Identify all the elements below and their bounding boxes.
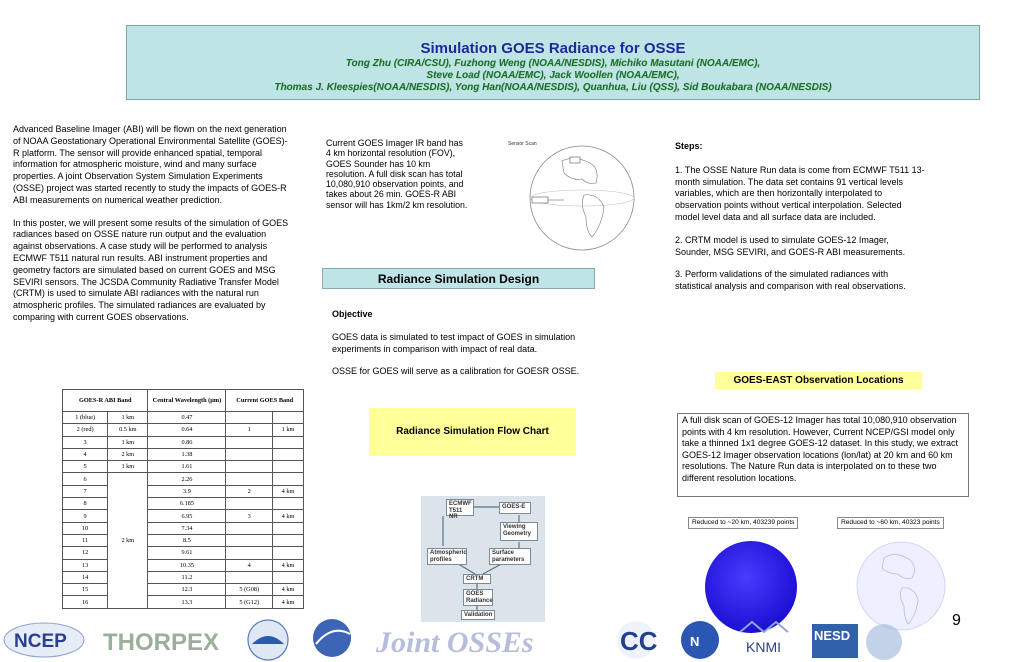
table-cell-band: 12: [63, 547, 108, 559]
table-cell-band: 2 (red): [63, 424, 108, 436]
label-60km: Reduced to ~60 km, 40323 points: [837, 517, 944, 529]
poster-header: [126, 25, 980, 100]
table-cell-wavelength: 0.86: [148, 436, 226, 448]
table-cell-goes-band: [226, 571, 273, 583]
table-cell-wavelength: 10.35: [148, 559, 226, 571]
table-cell-band: 16: [63, 596, 108, 608]
knmi-logo: [740, 622, 788, 655]
flow-validation: Validation: [461, 610, 495, 620]
objective-heading: Objective: [332, 309, 373, 319]
table-cell-goes-resolution: [273, 522, 304, 534]
table-cell-resolution-merged: 2 km: [108, 473, 148, 608]
table-row: [63, 461, 304, 473]
table-cell-goes-band: [226, 522, 273, 534]
table-row: [63, 498, 304, 510]
table-cell-wavelength: 9.61: [148, 547, 226, 559]
flow-chart-label: Radiance Simulation Flow Chart: [369, 408, 576, 456]
table-cell-resolution: 1 km: [108, 461, 148, 473]
table-cell-wavelength: 0.47: [148, 412, 226, 424]
table-cell-goes-band: [226, 412, 273, 424]
table-row: [63, 510, 304, 522]
flow-goes-e: GOES-E: [499, 502, 531, 514]
table-cell-resolution: 2 km: [108, 448, 148, 460]
table-cell-goes-resolution: [273, 498, 304, 510]
table-cell-goes-band: [226, 473, 273, 485]
sensor-scan-diagram: [502, 133, 654, 251]
flow-surface-parameters: Surface parameters: [489, 548, 531, 565]
table-cell-band: 15: [63, 584, 108, 596]
table-cell-goes-band: [226, 498, 273, 510]
table-cell-goes-band: [226, 436, 273, 448]
table-cell-goes-band: 5 (G12): [226, 596, 273, 608]
table-row: [63, 522, 304, 534]
table-row: [63, 534, 304, 546]
abi-band-table: [62, 389, 304, 609]
table-row: [63, 584, 304, 596]
table-cell-goes-band: [226, 534, 273, 546]
table-cell-band: 9: [63, 510, 108, 522]
table-cell-resolution: 1 km: [108, 436, 148, 448]
steps-section: [675, 141, 927, 304]
table-header-goes: Current GOES Band: [226, 390, 304, 412]
label-20km: Reduced to ~20 km, 403239 points: [688, 517, 798, 529]
table-cell-wavelength: 12.3: [148, 584, 226, 596]
intro-text: [13, 124, 289, 335]
radiance-flow-chart: [421, 496, 545, 622]
page-number: 9: [952, 612, 961, 629]
table-cell-goes-resolution: [273, 534, 304, 546]
thorpex-text: THORPEX: [103, 629, 220, 656]
noaa-logo: [248, 620, 288, 660]
table-cell-goes-band: 5 (G08): [226, 584, 273, 596]
step-1: 1. The OSSE Nature Run data is come from ECMWF T511 13-month simulation. The data set contains 91 vertical levels variables, which are then horizontally interpolated to observation points without vertical interpolation. Selected model level data and all surface data are included.: [675, 164, 925, 222]
svg-text:CC: CC: [620, 626, 658, 656]
table-cell-wavelength: 13.3: [148, 596, 226, 608]
poster-title: Simulation GOES Radiance for OSSE: [420, 40, 686, 57]
knmi-text: KNMI: [746, 639, 781, 655]
radiance-simulation-design-title: Radiance Simulation Design: [322, 268, 595, 289]
table-cell-wavelength: 3.9: [148, 485, 226, 497]
authors-line-1: Tong Zhu (CIRA/CSU), Fuzhong Weng (NOAA/NESDIS), Michiko Masutani (NOAA/EMC),: [345, 58, 761, 69]
table-row: [63, 547, 304, 559]
table-cell-wavelength: 6.185: [148, 498, 226, 510]
scan-frame-icon: [570, 157, 580, 163]
flow-ecmwf: ECMWF T511 NR: [446, 499, 474, 516]
ocean-logo: [866, 624, 902, 660]
observation-locations-title: GOES-EAST Observation Locations: [715, 372, 922, 389]
table-cell-band: 11: [63, 534, 108, 546]
table-cell-wavelength: 2.26: [148, 473, 226, 485]
table-row: [63, 448, 304, 460]
table-cell-band: 7: [63, 485, 108, 497]
table-header-row: [63, 390, 304, 412]
flow-viewing-geometry: Viewing Geometry: [500, 522, 538, 541]
table-row: [63, 412, 304, 424]
table-row: [63, 485, 304, 497]
objective-paragraph-1: GOES data is simulated to test impact of GOES in simulation experiments in comparison with impact of real data.: [332, 331, 576, 354]
table-cell-band: 10: [63, 522, 108, 534]
table-cell-band: 4: [63, 448, 108, 460]
diagram-caption: Sensor Scan: [508, 141, 537, 147]
svg-text:N: N: [690, 634, 700, 649]
table-cell-goes-band: [226, 547, 273, 559]
footer-logo-bar: [0, 616, 1024, 662]
table-cell-goes-resolution: [273, 473, 304, 485]
table-cell-goes-band: 1: [226, 424, 273, 436]
table-cell-goes-resolution: [273, 547, 304, 559]
flow-goes-radiance: GOES Radiance: [463, 589, 493, 606]
intro-paragraph-1: Advanced Baseline Imager (ABI) will be flown on the next generation of NOAA Geostationary Operational Environmental Satellite (GOES)-R platform. The sensor will provide enhanced spatial, temporal information for atmospheric moisture, wind and many surface properties. A joint Observation System Simulation Experiments (OSSE) project was started recently to study the impacts of GOES-R ABI measurements on numerical weather prediction.: [13, 124, 288, 205]
objective-paragraph-2: OSSE for GOES will serve as a calibration for GOESR OSSE.: [332, 366, 580, 377]
ncep-logo: [4, 623, 84, 657]
table-cell-goes-resolution: 4 km: [273, 584, 304, 596]
table-cell-band: 5: [63, 461, 108, 473]
table-cell-goes-resolution: 4 km: [273, 510, 304, 522]
table-cell-goes-resolution: 4 km: [273, 596, 304, 608]
joint-osses-text: Joint OSSEs: [376, 626, 534, 659]
current-goes-text: Current GOES Imager IR band has 4 km horizontal resolution (FOV), GOES Sounder has 10 km resolution. A full disk scan has total 10,080,910 observation points, and takes about 26 min. GOES-R ABI sensor will has 1km/2 km resolution.: [326, 138, 468, 210]
authors-line-2: Steve Load (NOAA/EMC), Jack Woollen (NOAA/EMC),: [426, 70, 680, 81]
table-cell-band: 13: [63, 559, 108, 571]
table-header-wavelength: Central Wavelength (µm): [148, 390, 226, 412]
table-cell-band: 8: [63, 498, 108, 510]
step-3: 3. Perform validations of the simulated radiances with statistical analysis and comparison with real observations.: [675, 269, 906, 292]
intro-paragraph-2: In this poster, we will present some results of the simulation of GOES radiances based on OSSE nature run output and the evaluation against observations. A case study will be performed to analysis ECMWF T511 natural run results. ABI instrument properties and geometry factors are simulated based on current GOES and MSG SEVIRI sensors. The JCSDA Community Radiative Transfer Model (CRTM) is used to simulate ABI radiances with the natural run atmospheric profiles. The simulated radiances are evaluated by comparing with current GOES observations.: [13, 217, 289, 322]
satellite-icon: [532, 197, 548, 203]
steps-heading: Steps:: [675, 141, 703, 151]
flow-atmospheric-profiles: Atmospheric profiles: [427, 548, 467, 565]
table-row: [63, 559, 304, 571]
table-row: [63, 596, 304, 608]
step-2: 2. CRTM model is used to simulate GOES-12 Imager, Sounder, MSG SEVIRI, and GOES-R ABI measurements.: [675, 234, 906, 257]
table-cell-resolution: 0.5 km: [108, 424, 148, 436]
ncep-text: NCEP: [14, 631, 67, 652]
table-cell-wavelength: 7.34: [148, 522, 226, 534]
table-row: [63, 571, 304, 583]
table-cell-goes-band: 3: [226, 510, 273, 522]
table-row: [63, 436, 304, 448]
table-cell-goes-band: [226, 448, 273, 460]
table-cell-resolution: 1 km: [108, 412, 148, 424]
table-cell-goes-resolution: 4 km: [273, 485, 304, 497]
table-body: [63, 412, 304, 609]
nesdis-text: NESD: [814, 628, 851, 643]
table-cell-goes-resolution: [273, 461, 304, 473]
table-cell-band: 6: [63, 473, 108, 485]
emc-logo: [681, 621, 719, 659]
table-cell-goes-resolution: [273, 412, 304, 424]
table-row: [63, 424, 304, 436]
table-cell-wavelength: 6.95: [148, 510, 226, 522]
full-disk-description: A full disk scan of GOES-12 Imager has total 10,080,910 observation points with 4 km resolution. However, Current NCEP/GSI model only take a thinned 1x1 degree GOES-12 dataset. In this study, we extract GOES-12 Imager observation locations (lon/lat) at 20 km and 60 km resolutions. The Nature Run data is interpolated on to these two different resolution locations.: [677, 413, 969, 497]
table-cell-goes-resolution: 1 km: [273, 424, 304, 436]
thorpex-logo: [103, 629, 219, 656]
nasa-logo: [313, 619, 351, 657]
table-cell-band: 14: [63, 571, 108, 583]
nesdis-logo: [812, 624, 858, 658]
table-cell-wavelength: 1.38: [148, 448, 226, 460]
flow-crtm: CRTM: [463, 574, 491, 584]
table-header-band: GOES-R ABI Band: [63, 390, 148, 412]
table-cell-wavelength: 8.5: [148, 534, 226, 546]
table-cell-goes-resolution: [273, 571, 304, 583]
cira-logo: [617, 621, 658, 659]
table-cell-wavelength: 0.64: [148, 424, 226, 436]
table-cell-wavelength: 1.61: [148, 461, 226, 473]
authors-line-3: Thomas J. Kleespies(NOAA/NESDIS), Yong Han(NOAA/NESDIS), Quanhua, Liu (QSS), Sid Boukabara (NOAA/NESDIS): [274, 82, 832, 93]
table-cell-goes-resolution: 4 km: [273, 559, 304, 571]
table-cell-band: 1 (blue): [63, 412, 108, 424]
table-cell-goes-resolution: [273, 436, 304, 448]
table-cell-goes-band: 4: [226, 559, 273, 571]
table-cell-band: 3: [63, 436, 108, 448]
table-cell-goes-band: 2: [226, 485, 273, 497]
objective-section: [332, 309, 580, 389]
table-cell-goes-resolution: [273, 448, 304, 460]
table-cell-wavelength: 11.2: [148, 571, 226, 583]
table-row: [63, 473, 304, 485]
table-cell-goes-band: [226, 461, 273, 473]
